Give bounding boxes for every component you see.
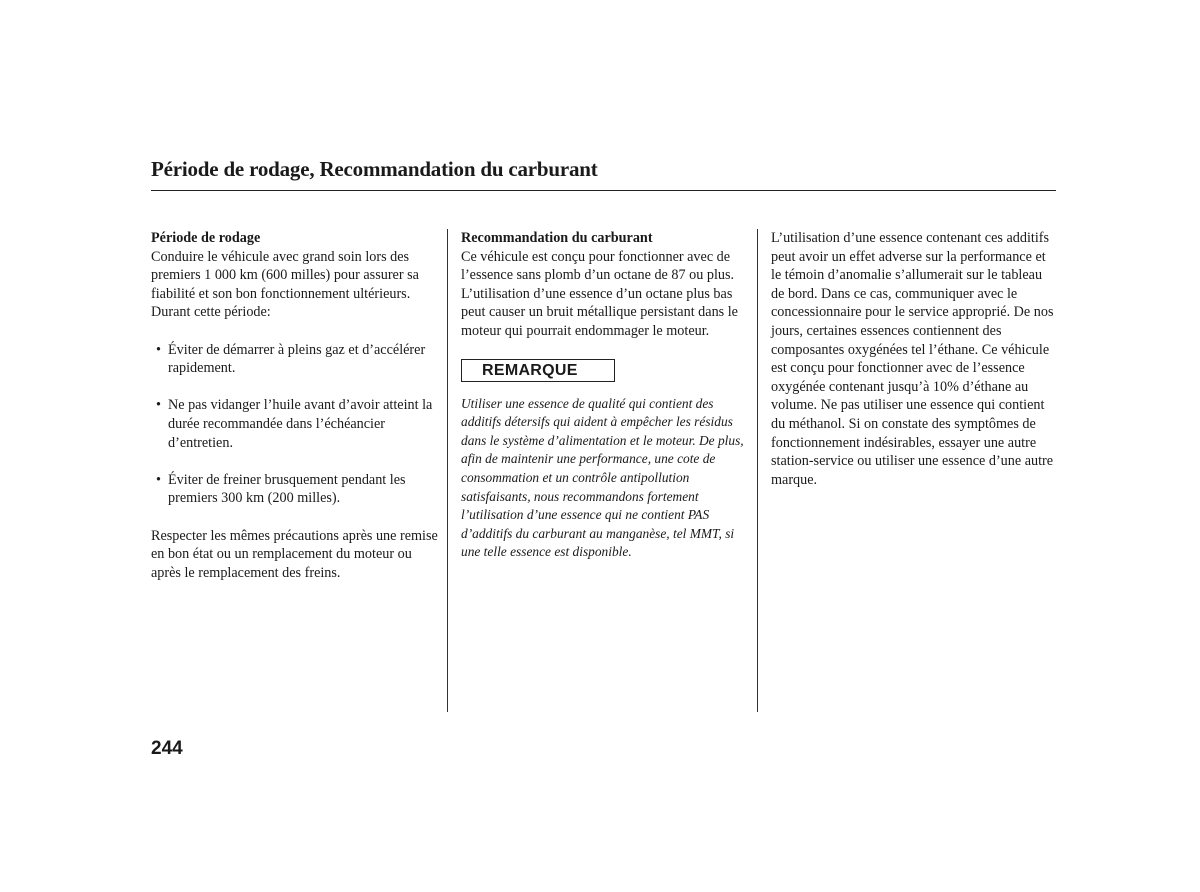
break-in-intro: Conduire le véhicule avec grand soin lors des premiers 1 000 km (600 milles) pour assurer sa fiabilité et son bon fonctionnement ultérieurs. [151,248,419,302]
break-in-heading: Période de rodage [151,230,261,246]
bullet-icon: • [156,471,161,488]
fuel-heading: Recommandation du carburant [461,230,653,246]
bullet-icon: • [156,397,161,414]
list-item-text: Éviter de freiner brusquement pendant les premiers 300 km (200 milles). [168,471,406,507]
page-number: 244 [151,738,183,759]
title-divider [151,190,1056,191]
remark-text: Utiliser une essence de qualité qui contient des additifs détersifs qui aident à empêcher les résidus dans le système d’alimentation et le moteur. De plus, afin de maintenir une performance, une cote de consommation et un contrôle antipollution satisfaisants, nous recommandons fortement l’utilisation d’une essence qui ne contient PAS d’additifs du carburant au manganèse, tel MMT, si une telle essence est disponible. [461,395,744,560]
break-in-during: Durant cette période: [151,304,271,321]
list-item-text: Éviter de démarrer à pleins gaz et d’accélérer rapidement. [168,341,426,377]
remark-label: REMARQUE [461,359,615,382]
list-item [151,396,441,452]
page-title: Période de rodage, Recommandation du carburant [151,157,598,181]
break-in-column [151,229,441,582]
break-in-closing: Respecter les mêmes précautions après une remise en bon état ou un remplacement du moteur ou après le remplacement des freins. [151,527,438,581]
list-item-text: Ne pas vidanger l’huile avant d’avoir atteint la durée recommandée dans l’échéancier d’entretien. [168,397,433,451]
additives-column [771,229,1056,489]
list-item [151,471,441,508]
bullet-icon: • [156,341,161,358]
fuel-body: Ce véhicule est conçu pour fonctionner avec de l’essence sans plomb d’un octane de 87 ou plus. L’utilisation d’une essence d’un octane plus bas peut causer un bruit métallique persistant dans le moteur qui pourrait endommager le moteur. [461,248,738,339]
column-divider [447,229,448,712]
additives-body: L’utilisation d’une essence contenant ces additifs peut avoir un effet adverse sur la performance et le témoin d’anomalie s’allumerait sur le tableau de bord. Dans ce cas, communiquer avec le concessionnaire pour le service approprié. De nos jours, certaines essences contiennent des composantes oxygénées tel l’éthane. Ce véhicule est conçu pour fonctionner avec de l’essence oxygénée contenant jusqu’à 10% d’éthane au volume. Ne pas utiliser une essence qui contient du méthanol. Si on constate des symptômes de fonctionnement indésirables, essayer une autre station-service ou utiliser une essence d’une autre marque. [771,230,1054,488]
list-item [151,341,441,378]
column-divider [757,229,758,712]
fuel-column [461,229,746,562]
break-in-list [151,341,441,508]
